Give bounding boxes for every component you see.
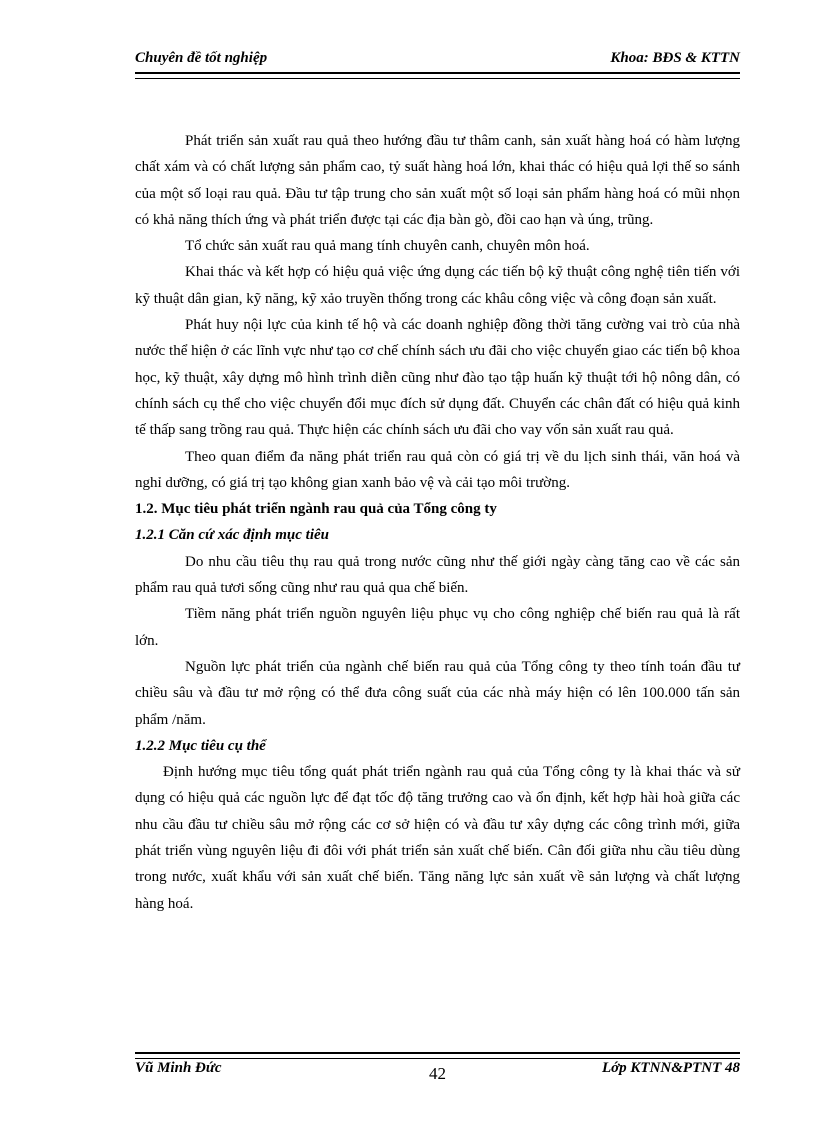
paragraph: Nguồn lực phát triển của ngành chế biến rau quả của Tổng công ty theo tính toán đầu tư chiều sâu và đầu tư mở rộng có thể đưa công suất của các nhà máy hiện có lên 100.000 tấn sản phẩm /năm. [135,658,740,728]
paragraph: Định hướng mục tiêu tổng quát phát triển ngành rau quả của Tổng công ty là khai thác và sử dụng có hiệu quả các nguồn lực để đạt tốc độ tăng trưởng cao và ổn định, kết hợp hài hoà giữa các nhu cầu đầu tư chiều sâu mở rộng các cơ sở hiện có và đầu tư xây dựng các công trình mới, giữa phát triển vùng nguyên liệu đi đôi với phát triển sản xuất chế biến. Cân đối giữa nhu cầu tiêu dùng trong nước, xuất khẩu với sản xuất chế biến. Tăng năng lực sản xuất về sản lượng và chất lượng hàng hoá. [135,764,740,912]
section-heading: 1.2. Mục tiêu phát triển ngành rau quả của Tổng công ty [135,501,497,518]
page-number: 42 [429,1064,446,1083]
subsection-heading: 1.2.2 Mục tiêu cụ thể [135,737,266,754]
footer-class: Lớp KTNN&PTNT 48 [601,1060,740,1076]
header-department: Khoa: BĐS & KTTN [610,50,740,66]
subsection-heading: 1.2.1 Căn cứ xác định mục tiêu [135,527,330,544]
paragraph: Do nhu cầu tiêu thụ rau quả trong nước cũng như thế giới ngày càng tăng cao về các sản phẩm rau quả tươi sống cũng như rau quả qua chế biến. [135,553,740,597]
paragraph: Phát triển sản xuất rau quả theo hướng đầu tư thâm canh, sản xuất hàng hoá có hàm lượng chất xám và có chất lượng sản phẩm cao, tỷ suất hàng hoá lớn, khai thác có hiệu quả lợi thế so sánh của một số loại rau quả. Đầu tư tập trung cho sản xuất một số loại sản phẩm hàng hoá có mũi nhọn có khả năng thích ứng và phát triển được tại các địa bàn gò, đồi cao hạn và úng, trũng. [135,133,740,228]
footer-author: Vũ Minh Đức [135,1060,222,1076]
page-footer [135,1058,740,1082]
paragraph: Phát huy nội lực của kinh tế hộ và các doanh nghiệp đồng thời tăng cường vai trò của nhà nước thể hiện ở các lĩnh vực như tạo cơ chế chính sách ưu đãi cho việc chuyển giao các tiến bộ khoa học, kỹ thuật, xây dựng mô hình trình diễn cũng như đào tạo tập huấn kỹ thuật tới hộ nông dân, có chính sách cụ thể cho việc chuyển đổi mục đích sử dụng đất. Chuyển các chân đất có hiệu quả kinh tế thấp sang trồng rau quả. Thực hiện các chính sách ưu đãi cho vay vốn sản xuất rau quả. [135,317,740,439]
header-title: Chuyên đề tốt nghiệp [135,50,268,66]
paragraph: Theo quan điểm đa năng phát triển rau quả còn có giá trị về du lịch sinh thái, văn hoá và nghỉ dưỡng, có giá trị tạo không gian xanh bảo vệ và cải tạo môi trường. [135,448,740,491]
paragraph: Tiềm năng phát triển nguồn nguyên liệu phục vụ cho công nghiệp chế biến rau quả là rất lớn. [135,606,740,649]
page-body [135,128,740,917]
header-rule [135,72,740,79]
paragraph: Khai thác và kết hợp có hiệu quả việc ứng dụng các tiến bộ kỹ thuật công nghệ tiên tiến với kỹ thuật dân gian, kỹ năng, kỹ xảo truyền thống trong các khâu công việc và công đoạn sản xuất. [135,264,740,307]
paragraph: Tổ chức sản xuất rau quả mang tính chuyên canh, chuyên môn hoá. [185,238,590,255]
page-header [135,48,740,72]
